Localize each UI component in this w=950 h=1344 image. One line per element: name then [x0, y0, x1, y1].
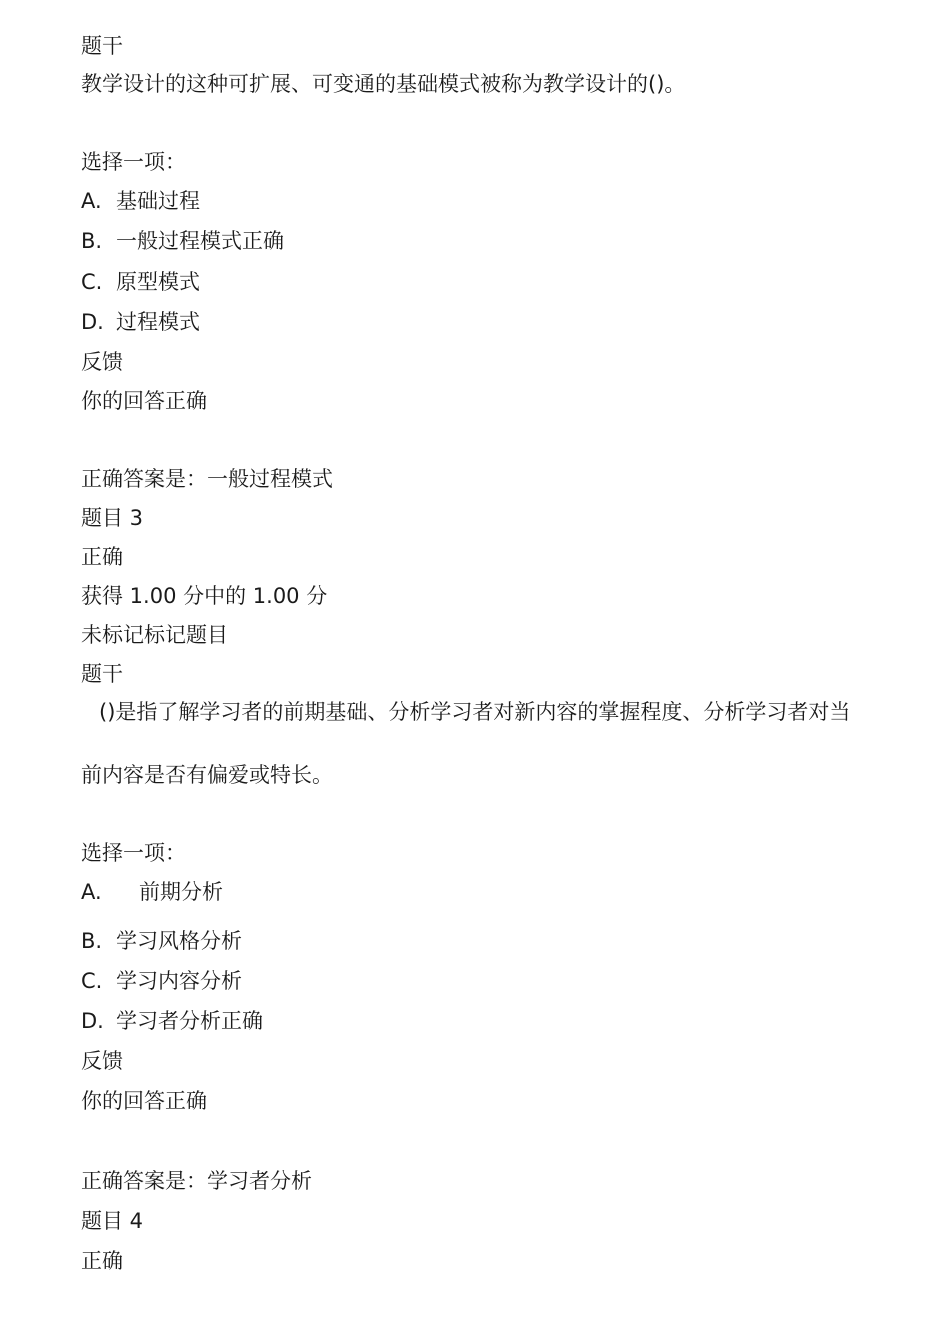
- q2-stem-label: 题干: [81, 34, 123, 58]
- q3-choose-label: 选择一项：: [81, 841, 186, 865]
- option-text: 学习风格分析: [116, 929, 242, 953]
- q3-feedback-text: 你的回答正确: [81, 1089, 207, 1113]
- q3-stem-text-part1: ()是指了解学习者的前期基础、分析学习者对新内容的掌握程度、分析学习者对当: [99, 700, 851, 724]
- q3-option-a[interactable]: [81, 879, 223, 905]
- option-letter: D.: [81, 1009, 104, 1033]
- q3-title: 题目 3: [81, 506, 144, 530]
- q3-option-b[interactable]: [81, 928, 242, 954]
- q2-correct-answer: 正确答案是：一般过程模式: [81, 467, 333, 491]
- q3-stem-text-part2: 前内容是否有偏爱或特长。: [81, 763, 333, 787]
- q3-feedback-label: 反馈: [81, 1049, 123, 1073]
- q3-score: 获得 1.00 分中的 1.00 分: [81, 584, 328, 608]
- option-letter: A.: [81, 189, 102, 213]
- option-text: 原型模式: [116, 270, 200, 294]
- q4-title: 题目 4: [81, 1209, 144, 1233]
- q2-feedback-text: 你的回答正确: [81, 389, 207, 413]
- option-letter: A.: [81, 880, 102, 904]
- q2-option-b[interactable]: [81, 228, 284, 254]
- q2-stem-text: 教学设计的这种可扩展、可变通的基础模式被称为教学设计的()。: [81, 72, 686, 96]
- q3-option-d[interactable]: [81, 1008, 263, 1034]
- option-letter: B.: [81, 229, 103, 253]
- option-letter: C.: [81, 270, 103, 294]
- q2-choose-label: 选择一项：: [81, 150, 186, 174]
- option-text: 基础过程: [116, 189, 200, 213]
- option-text: 学习者分析正确: [116, 1009, 263, 1033]
- q3-option-c[interactable]: [81, 968, 242, 994]
- q2-option-d[interactable]: [81, 309, 200, 335]
- q2-option-c[interactable]: [81, 269, 200, 295]
- option-letter: D.: [81, 310, 104, 334]
- q3-correct-answer: 正确答案是：学习者分析: [81, 1169, 312, 1193]
- option-text: 过程模式: [116, 310, 200, 334]
- option-letter: C.: [81, 969, 103, 993]
- option-text: 学习内容分析: [116, 969, 242, 993]
- q3-flag-question[interactable]: 未标记标记题目: [81, 623, 228, 647]
- option-letter: B.: [81, 929, 103, 953]
- q2-feedback-label: 反馈: [81, 350, 123, 374]
- q3-stem-label: 题干: [81, 662, 123, 686]
- option-text: 前期分析: [139, 880, 223, 904]
- option-text: 一般过程模式正确: [116, 229, 284, 253]
- q3-stem-text: [81, 699, 871, 726]
- q4-status: 正确: [81, 1249, 123, 1273]
- q3-status: 正确: [81, 545, 123, 569]
- q2-option-a[interactable]: [81, 188, 200, 214]
